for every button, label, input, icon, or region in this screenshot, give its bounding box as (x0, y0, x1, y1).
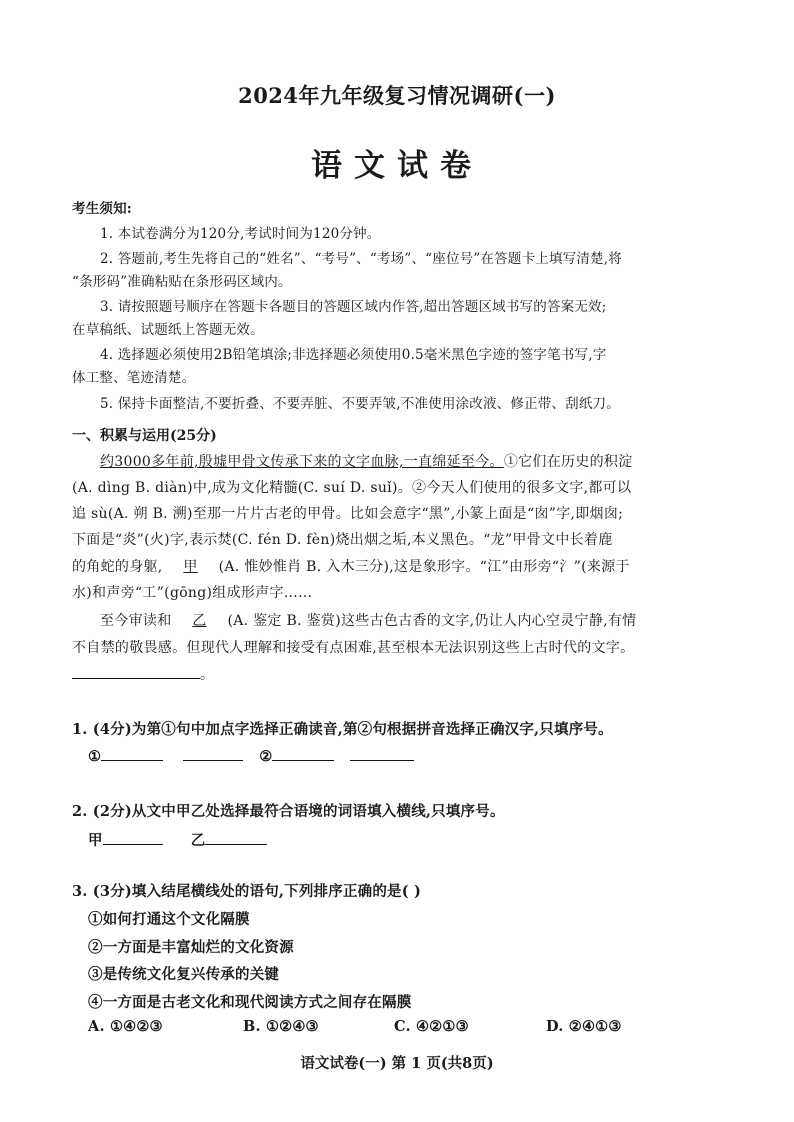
page-footer: 语文试卷(一) 第 1 页(共8页) (300, 1055, 494, 1072)
section-heading: 一、积累与运用(25分) (72, 428, 217, 444)
exam-subject-title: 语文试卷 (311, 148, 483, 184)
q1-label-2: ② (259, 748, 273, 765)
passage-line-3: 追 sù(A. 朔 B. 溯)至那一片片古老的甲骨。比如会意字“黑”,小篆上面是“囱”字,即烟囱; (72, 506, 624, 522)
q2-label-yi: 乙 (190, 832, 206, 849)
q3-option-a[interactable]: A. ①④②③ (88, 1018, 163, 1035)
notice-line-2: 2. 答题前,考生先将自己的“姓名”、“考号”、“考场”、“座位号”在答题卡上填写清楚,将 (100, 251, 622, 267)
passage2-line-2: 不自禁的敬畏感。但现代人理解和接受有点困难,甚至根本无法识别这些上古时代的文字。 (72, 640, 635, 656)
q1-blank-1b[interactable] (183, 746, 243, 761)
ending-blank[interactable] (72, 664, 200, 679)
passage-underlined-sentence: 约3000多年前,殷墟甲骨文传承下来的文字血脉,一直绵延至今。 (100, 454, 504, 470)
q2-answer-row (88, 829, 267, 850)
question-2: 2. (2分)从文中甲乙处选择最符合语境的词语填入横线,只填序号。 (72, 803, 505, 820)
q3-item-3: ③是传统文化复兴传承的关键 (88, 966, 280, 983)
notice-line-2-cont: “条形码”准确粘贴在条形码区域内。 (72, 274, 292, 290)
blank-yi[interactable]: 乙 (192, 613, 207, 629)
passage-line-5 (72, 556, 630, 576)
notice-line-4-cont: 体工整、笔迹清楚。 (72, 370, 196, 386)
q3-option-d[interactable]: D. ②④①③ (546, 1018, 622, 1035)
q2-label-jia: 甲 (88, 832, 103, 849)
passage-line-6: 水)和声旁“工”(gōng)组成形声字…… (72, 585, 313, 601)
notice-line-5: 5. 保持卡面整洁,不要折叠、不要弄脏、不要弄皱,不准使用涂改液、修正带、刮纸刀。 (100, 396, 620, 412)
notice-heading: 考生须知: (72, 201, 132, 217)
q1-answer-row (88, 746, 414, 765)
q3-item-4: ④一方面是古老文化和现代阅读方式之间存在隔膜 (88, 994, 412, 1011)
passage-line-1-rest: ①它们在历史的积淀 (503, 454, 633, 470)
notice-line-1: 1. 本试卷满分为120分,考试时间为120分钟。 (100, 226, 381, 242)
notice-line-4: 4. 选择题必须使用2B铅笔填涂;非选择题必须使用0.5毫米黑色字迹的签字笔书写,字 (100, 347, 607, 363)
ending-period: 。 (200, 667, 215, 683)
question-1: 1. (4分)为第①句中加点字选择正确读音,第②句根据拼音选择正确汉字,只填序号。 (72, 721, 613, 738)
passage2-line-1-start: 至今审读和 (100, 613, 172, 629)
passage2-line-1 (100, 610, 636, 630)
passage-line-1 (100, 451, 633, 471)
passage-line-4: 下面是“炎”(火)字,表示焚(C. fén D. fèn)烧出烟之垢,本义黑色。“龙”甲骨文中长着鹿 (72, 532, 613, 548)
q3-option-c[interactable]: C. ④②①③ (394, 1018, 469, 1035)
q1-label-1: ① (88, 748, 102, 765)
passage2-line-1-rest: (A. 鉴定 B. 鉴赏)这些古色古香的文字,仍让人内心空灵宁静,有情 (227, 613, 637, 629)
notice-line-3-cont: 在草稿纸、试题纸上答题无效。 (72, 322, 264, 338)
blank-jia[interactable]: 甲 (183, 559, 198, 575)
q1-blank-1a[interactable] (101, 746, 163, 761)
q3-option-b[interactable]: B. ①②④③ (243, 1018, 319, 1035)
passage-line-2: (A. dìng B. diàn)中,成为文化精髓(C. suí D. suǐ)。②今天人们使用的很多文字,都可以 (72, 480, 632, 496)
q2-blank-jia[interactable] (103, 830, 163, 845)
q1-blank-2b[interactable] (350, 746, 414, 761)
question-3: 3. (3分)填入结尾横线处的语句,下列排序正确的是( ) (72, 883, 422, 900)
exam-title: 2024年九年级复习情况调研(一) (238, 83, 556, 108)
passage-line-5-rest: (A. 惟妙惟肖 B. 入木三分),这是象形字。“江”由形旁“氵”(来源于 (218, 559, 630, 575)
q1-blank-2a[interactable] (272, 746, 334, 761)
q2-blank-yi[interactable] (205, 830, 267, 845)
q3-item-1: ①如何打通这个文化隔膜 (88, 911, 250, 928)
passage2-line-3 (72, 664, 214, 684)
passage-line-5-start: 的角蛇的身躯, (72, 559, 163, 575)
notice-line-3: 3. 请按照题号顺序在答题卡各题目的答题区域内作答,超出答题区域书写的答案无效; (100, 299, 607, 315)
q3-item-2: ②一方面是丰富灿烂的文化资源 (88, 939, 294, 956)
